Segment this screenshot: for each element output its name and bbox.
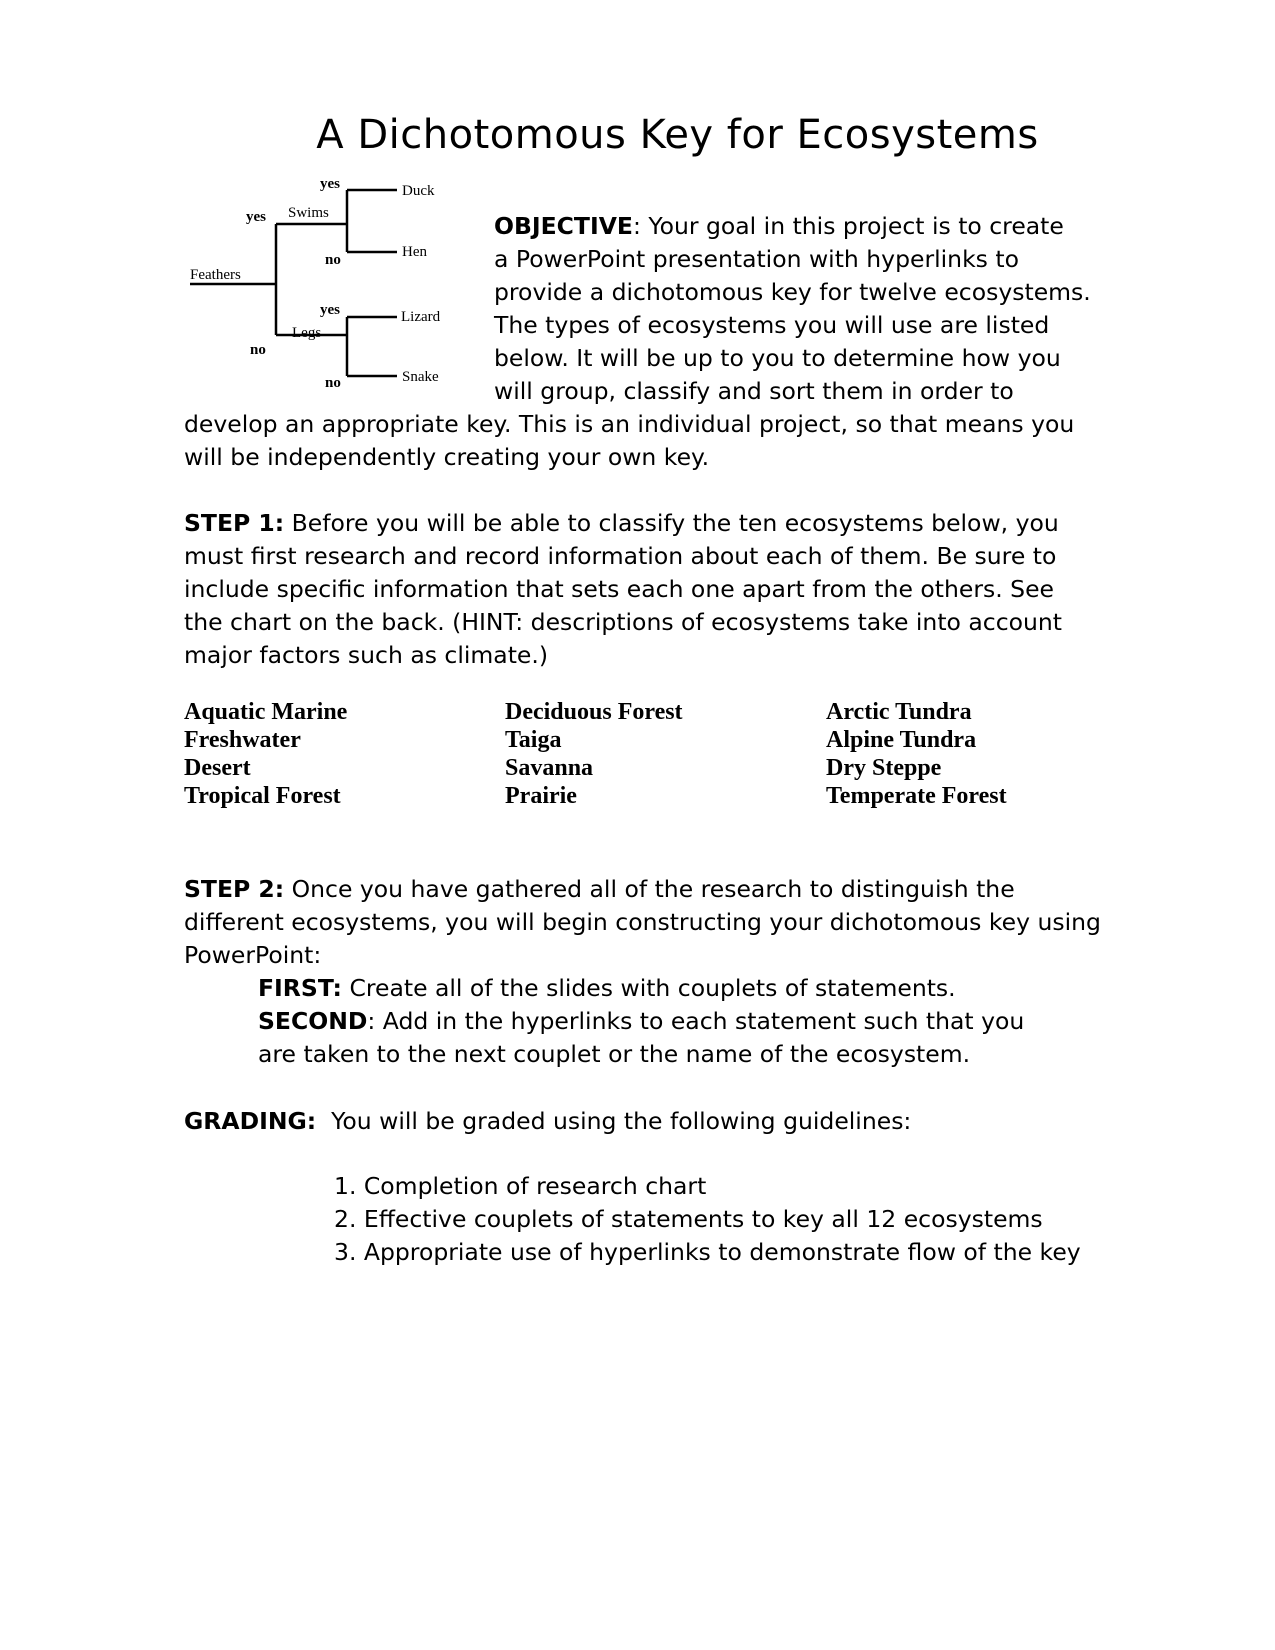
ecosystem-item: Temperate Forest — [826, 783, 1007, 809]
step1-line: include specific information that sets each one apart from the others. See — [184, 575, 1055, 603]
diagram-no-label: no — [325, 252, 341, 268]
step2-label: STEP 2: — [184, 875, 285, 903]
diagram-swims-label: Swims — [288, 205, 329, 221]
objective-paragraph — [494, 210, 1094, 408]
objective-text: : Your goal in this project is to create — [632, 212, 1064, 240]
step2-line — [184, 873, 1084, 906]
diagram-yes-label: yes — [320, 302, 340, 318]
ecosystem-item: Alpine Tundra — [826, 727, 977, 753]
second-text: : Add in the hyperlinks to each statement such that you — [367, 1007, 1025, 1035]
step2-text: Once you have gathered all of the research to distinguish the — [284, 875, 1015, 903]
ecosystem-list-column-1 — [184, 698, 347, 810]
grading-criterion: 3. Appropriate use of hyperlinks to demonstrate flow of the key — [334, 1238, 1081, 1266]
diagram-no-label: no — [250, 342, 266, 358]
ecosystem-item: Desert — [184, 755, 251, 781]
ecosystem-item: Savanna — [505, 755, 594, 781]
grading-criterion: 2. Effective couplets of statements to key all 12 ecosystems — [334, 1205, 1043, 1233]
ecosystem-item: Arctic Tundra — [826, 699, 972, 725]
step1-label: STEP 1: — [184, 509, 285, 537]
diagram-snake-label: Snake — [402, 369, 439, 385]
diagram-duck-label: Duck — [402, 183, 435, 199]
step1-text: Before you will be able to classify the ten ecosystems below, you — [284, 509, 1059, 537]
ecosystem-item: Aquatic Marine — [184, 699, 348, 725]
grading-text: You will be graded using the following guidelines: — [316, 1107, 912, 1135]
first-label: FIRST: — [258, 974, 342, 1002]
diagram-yes-label: yes — [320, 176, 340, 192]
objective-label: OBJECTIVE — [494, 212, 633, 240]
first-text: Create all of the slides with couplets of statements. — [341, 974, 956, 1002]
diagram-root-label: Feathers — [190, 267, 241, 283]
objective-line: develop an appropriate key. This is an individual project, so that means you — [184, 410, 1075, 438]
step1-line: must first research and record information about each of them. Be sure to — [184, 542, 1057, 570]
diagram-legs-label: Legs — [292, 325, 322, 341]
ecosystem-item: Freshwater — [184, 727, 301, 753]
step2-line: PowerPoint: — [184, 941, 322, 969]
ecosystem-item: Prairie — [505, 783, 577, 809]
grading-criterion: 1. Completion of research chart — [334, 1172, 707, 1200]
step2-paragraph — [184, 873, 1101, 972]
diagram-yes-label: yes — [246, 209, 266, 225]
ecosystem-item: Tropical Forest — [184, 783, 341, 809]
step2-line: different ecosystems, you will begin constructing your dichotomous key using — [184, 908, 1101, 936]
objective-continued — [184, 408, 1084, 474]
grading-line — [184, 1105, 1084, 1138]
ecosystem-item: Dry Steppe — [826, 755, 942, 781]
diagram-hen-label: Hen — [402, 244, 427, 260]
ecosystem-list-column-3 — [826, 698, 1007, 810]
second-substep-continued: are taken to the next couplet or the name of the ecosystem. — [258, 1040, 971, 1068]
first-substep — [258, 972, 1058, 1005]
second-substep — [258, 1005, 1058, 1038]
step2-substeps — [258, 972, 1058, 1071]
objective-line: provide a dichotomous key for twelve ecosystems. — [494, 278, 1091, 306]
ecosystem-item: Taiga — [505, 727, 562, 753]
objective-line: will group, classify and sort them in order to — [494, 377, 1014, 405]
ecosystem-list-column-2 — [505, 698, 683, 810]
page-title: A Dichotomous Key for Ecosystems — [316, 112, 1039, 158]
objective-line: below. It will be up to you to determine how you — [494, 344, 1061, 372]
grading-criteria-list — [334, 1170, 1234, 1269]
diagram-no-label: no — [325, 375, 341, 391]
step1-paragraph — [184, 507, 1084, 672]
ecosystem-item: Deciduous Forest — [505, 699, 683, 725]
objective-line: a PowerPoint presentation with hyperlinks to — [494, 245, 1019, 273]
grading-label: GRADING: — [184, 1107, 317, 1135]
step1-line: the chart on the back. (HINT: descriptions of ecosystems take into account — [184, 608, 1063, 636]
grading-paragraph — [184, 1105, 1084, 1138]
step1-line — [184, 507, 1084, 540]
objective-line: The types of ecosystems you will use are listed — [494, 311, 1050, 339]
second-label: SECOND — [258, 1007, 368, 1035]
objective-line — [494, 210, 1094, 243]
objective-line: will be independently creating your own key. — [184, 443, 710, 471]
step1-line: major factors such as climate.) — [184, 641, 549, 669]
diagram-lizard-label: Lizard — [401, 309, 441, 325]
dichotomous-key-diagram — [190, 175, 460, 395]
